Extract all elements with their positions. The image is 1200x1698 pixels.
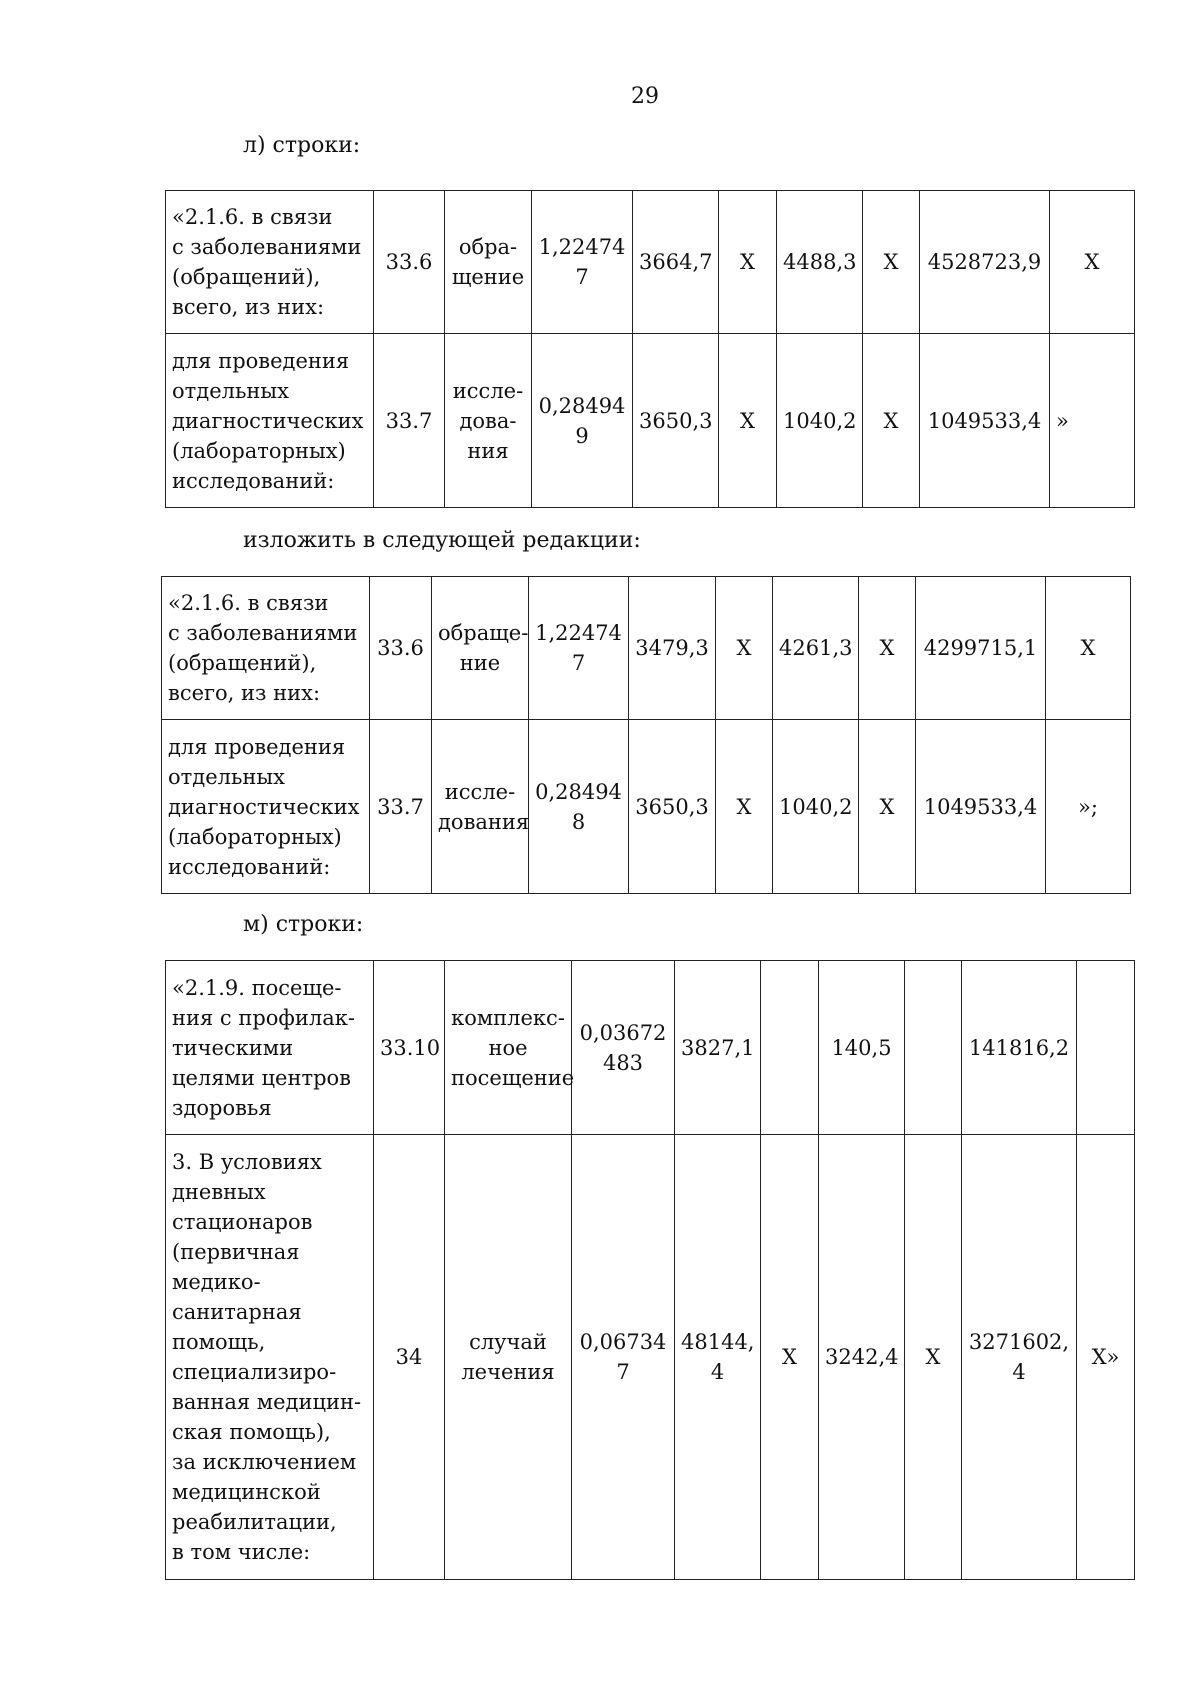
budget-total-cell: Х	[863, 191, 920, 334]
row-code-cell: 33.7	[374, 334, 445, 508]
unit-cell: иссле- дова- ния	[445, 334, 532, 508]
budget-per-capita-cell: Х	[716, 720, 773, 894]
budget-per-capita-cell: Х	[761, 1135, 819, 1580]
table-row	[162, 577, 1131, 720]
percent-cell: Х	[1050, 191, 1135, 334]
cost-norm-cell: 3650,3	[629, 720, 716, 894]
volume-norm-cell: 0,28494 9	[532, 334, 633, 508]
percent-cell: »;	[1046, 720, 1131, 894]
cost-norm-cell: 3479,3	[629, 577, 716, 720]
budget-total-cell: Х	[859, 720, 916, 894]
percent-cell: Х	[1046, 577, 1131, 720]
unit-cell: комплекс- ное посещение	[445, 961, 572, 1135]
table-row	[166, 1135, 1135, 1580]
volume-norm-cell: 0,06734 7	[572, 1135, 675, 1580]
row-name-cell: «2.1.6. в связи с заболеваниями (обращений), всего, из них:	[166, 191, 374, 334]
budget-per-capita-cell: Х	[716, 577, 773, 720]
percent-cell	[1077, 961, 1135, 1135]
table-row	[166, 191, 1135, 334]
row-name-cell: 3. В условиях дневных стационаров (первичная медико- санитарная помощь, специализиро- ванная медицин- ская помощь), за исключением медицинской реабилитации, в том числе:	[166, 1135, 374, 1580]
table-row	[166, 334, 1135, 508]
oms-total-cell: 1049533,4	[920, 334, 1050, 508]
volume-norm-cell: 1,22474 7	[532, 191, 633, 334]
row-code-cell: 33.6	[370, 577, 432, 720]
volume-norm-cell: 0,03672 483	[572, 961, 675, 1135]
volume-norm-cell: 0,28494 8	[529, 720, 629, 894]
oms-per-capita-cell: 1040,2	[773, 720, 859, 894]
oms-total-cell: 1049533,4	[916, 720, 1046, 894]
page-number: 29	[631, 84, 659, 109]
unit-cell: обраще- ние	[432, 577, 529, 720]
table-l-new-redaction	[161, 576, 1131, 894]
oms-total-cell: 4528723,9	[920, 191, 1050, 334]
percent-cell: Х»	[1077, 1135, 1135, 1580]
budget-total-cell: Х	[905, 1135, 962, 1580]
budget-per-capita-cell: Х	[719, 334, 777, 508]
budget-per-capita-cell: Х	[719, 191, 777, 334]
budget-per-capita-cell	[761, 961, 819, 1135]
oms-total-cell: 3271602, 4	[962, 1135, 1077, 1580]
unit-cell: обра- щение	[445, 191, 532, 334]
oms-total-cell: 4299715,1	[916, 577, 1046, 720]
budget-total-cell: Х	[863, 334, 920, 508]
row-name-cell: «2.1.6. в связи с заболеваниями (обращений), всего, из них:	[162, 577, 370, 720]
cost-norm-cell: 3827,1	[675, 961, 761, 1135]
cost-norm-cell: 3650,3	[633, 334, 719, 508]
budget-total-cell: Х	[859, 577, 916, 720]
oms-total-cell: 141816,2	[962, 961, 1077, 1135]
table-m-original	[165, 960, 1135, 1580]
redaction-heading: изложить в следующей редакции:	[243, 528, 641, 553]
oms-per-capita-cell: 3242,4	[819, 1135, 905, 1580]
percent-cell: »	[1050, 334, 1135, 508]
cost-norm-cell: 3664,7	[633, 191, 719, 334]
row-name-cell: для проведения отдельных диагностических (лабораторных) исследований:	[166, 334, 374, 508]
row-name-cell: для проведения отдельных диагностических (лабораторных) исследований:	[162, 720, 370, 894]
oms-per-capita-cell: 4488,3	[777, 191, 863, 334]
volume-norm-cell: 1,22474 7	[529, 577, 629, 720]
unit-cell: случай лечения	[445, 1135, 572, 1580]
row-name-cell: «2.1.9. посеще- ния с профилак- тическими целями центров здоровья	[166, 961, 374, 1135]
table-row	[162, 720, 1131, 894]
unit-cell: иссле- дования	[432, 720, 529, 894]
budget-total-cell	[905, 961, 962, 1135]
oms-per-capita-cell: 4261,3	[773, 577, 859, 720]
row-code-cell: 33.6	[374, 191, 445, 334]
table-l-original	[165, 190, 1135, 508]
oms-per-capita-cell: 140,5	[819, 961, 905, 1135]
cost-norm-cell: 48144, 4	[675, 1135, 761, 1580]
row-code-cell: 34	[374, 1135, 445, 1580]
table-row	[166, 961, 1135, 1135]
section-m-heading: м) строки:	[243, 912, 364, 937]
row-code-cell: 33.7	[370, 720, 432, 894]
oms-per-capita-cell: 1040,2	[777, 334, 863, 508]
section-l-heading: л) строки:	[243, 133, 361, 158]
row-code-cell: 33.10	[374, 961, 445, 1135]
